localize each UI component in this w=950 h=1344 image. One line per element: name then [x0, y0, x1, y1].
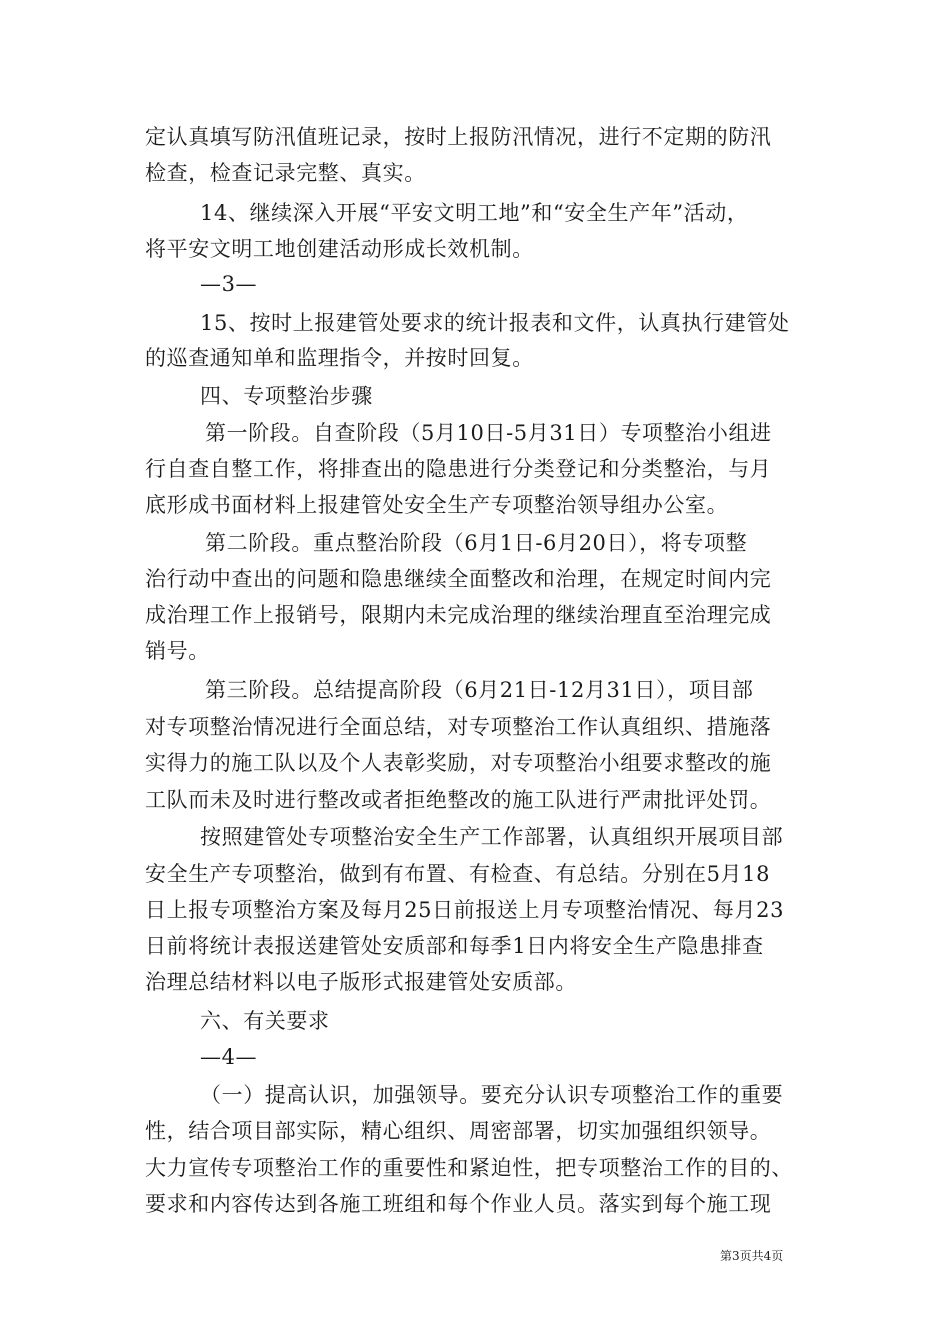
text-line: （一）提高认识，加强领导。要充分认识专项整治工作的重要	[200, 1083, 784, 1107]
text-line: 底形成书面材料上报建管处安全生产专项整治领导组办公室。	[145, 493, 729, 517]
section-heading: 四、专项整治步骤	[200, 384, 373, 408]
text-line: 安全生产专项整治，做到有布置、有检查、有总结。分别在5月18	[145, 862, 771, 886]
text-line: 日上报专项整治方案及每月25日前报送上月专项整治情况、每月23	[145, 898, 785, 922]
text-line: 行自查自整工作，将排查出的隐患进行分类登记和分类整治，与月	[145, 457, 772, 481]
text-line: 检查，检查记录完整、真实。	[145, 161, 426, 185]
text-line: 性，结合项目部实际，精心组织、周密部署，切实加强组织领导。	[145, 1119, 772, 1143]
text-line: 第三阶段。总结提高阶段（6月21日-12月31日），项目部	[205, 678, 754, 702]
text-line: 销号。	[145, 639, 210, 663]
page-marker: —3—	[200, 272, 258, 296]
section-heading: 六、有关要求	[200, 1009, 330, 1033]
text-line: 定认真填写防汛值班记录，按时上报防汛情况，进行不定期的防汛	[145, 125, 772, 149]
text-line: 大力宣传专项整治工作的重要性和紧迫性，把专项整治工作的目的、	[145, 1156, 793, 1180]
text-line: 实得力的施工队以及个人表彰奖励，对专项整治小组要求整改的施	[145, 751, 772, 775]
text-line: 15、按时上报建管处要求的统计报表和文件，认真执行建管处	[200, 311, 790, 335]
text-line: 对专项整治情况进行全面总结，对专项整治工作认真组织、措施落	[145, 715, 772, 739]
text-line: 工队而未及时进行整改或者拒绝整改的施工队进行严肃批评处罚。	[145, 788, 772, 812]
text-line: 治行动中查出的问题和隐患继续全面整改和治理，在规定时间内完	[145, 567, 772, 591]
text-line: 治理总结材料以电子版形式报建管处安质部。	[145, 970, 577, 994]
text-line: 按照建管处专项整治安全生产工作部署，认真组织开展项目部	[200, 825, 784, 849]
text-line: 第一阶段。自查阶段（5月10日-5月31日）专项整治小组进	[205, 421, 772, 445]
text-line: 成治理工作上报销号，限期内未完成治理的继续治理直至治理完成	[145, 603, 772, 627]
text-line: 14、继续深入开展“平安文明工地”和“安全生产年”活动，	[200, 201, 749, 225]
text-line: 第二阶段。重点整治阶段（6月1日-6月20日），将专项整	[205, 531, 748, 555]
text-line: 要求和内容传达到各施工班组和每个作业人员。落实到每个施工现	[145, 1192, 772, 1216]
text-line: 的巡查通知单和监理指令，并按时回复。	[145, 346, 534, 370]
page-marker: —4—	[200, 1045, 258, 1069]
text-line: 日前将统计表报送建管处安质部和每季1日内将安全生产隐患排查	[145, 934, 764, 958]
page-footer: 第3页共4页	[720, 1249, 784, 1263]
text-line: 将平安文明工地创建活动形成长效机制。	[145, 237, 534, 261]
